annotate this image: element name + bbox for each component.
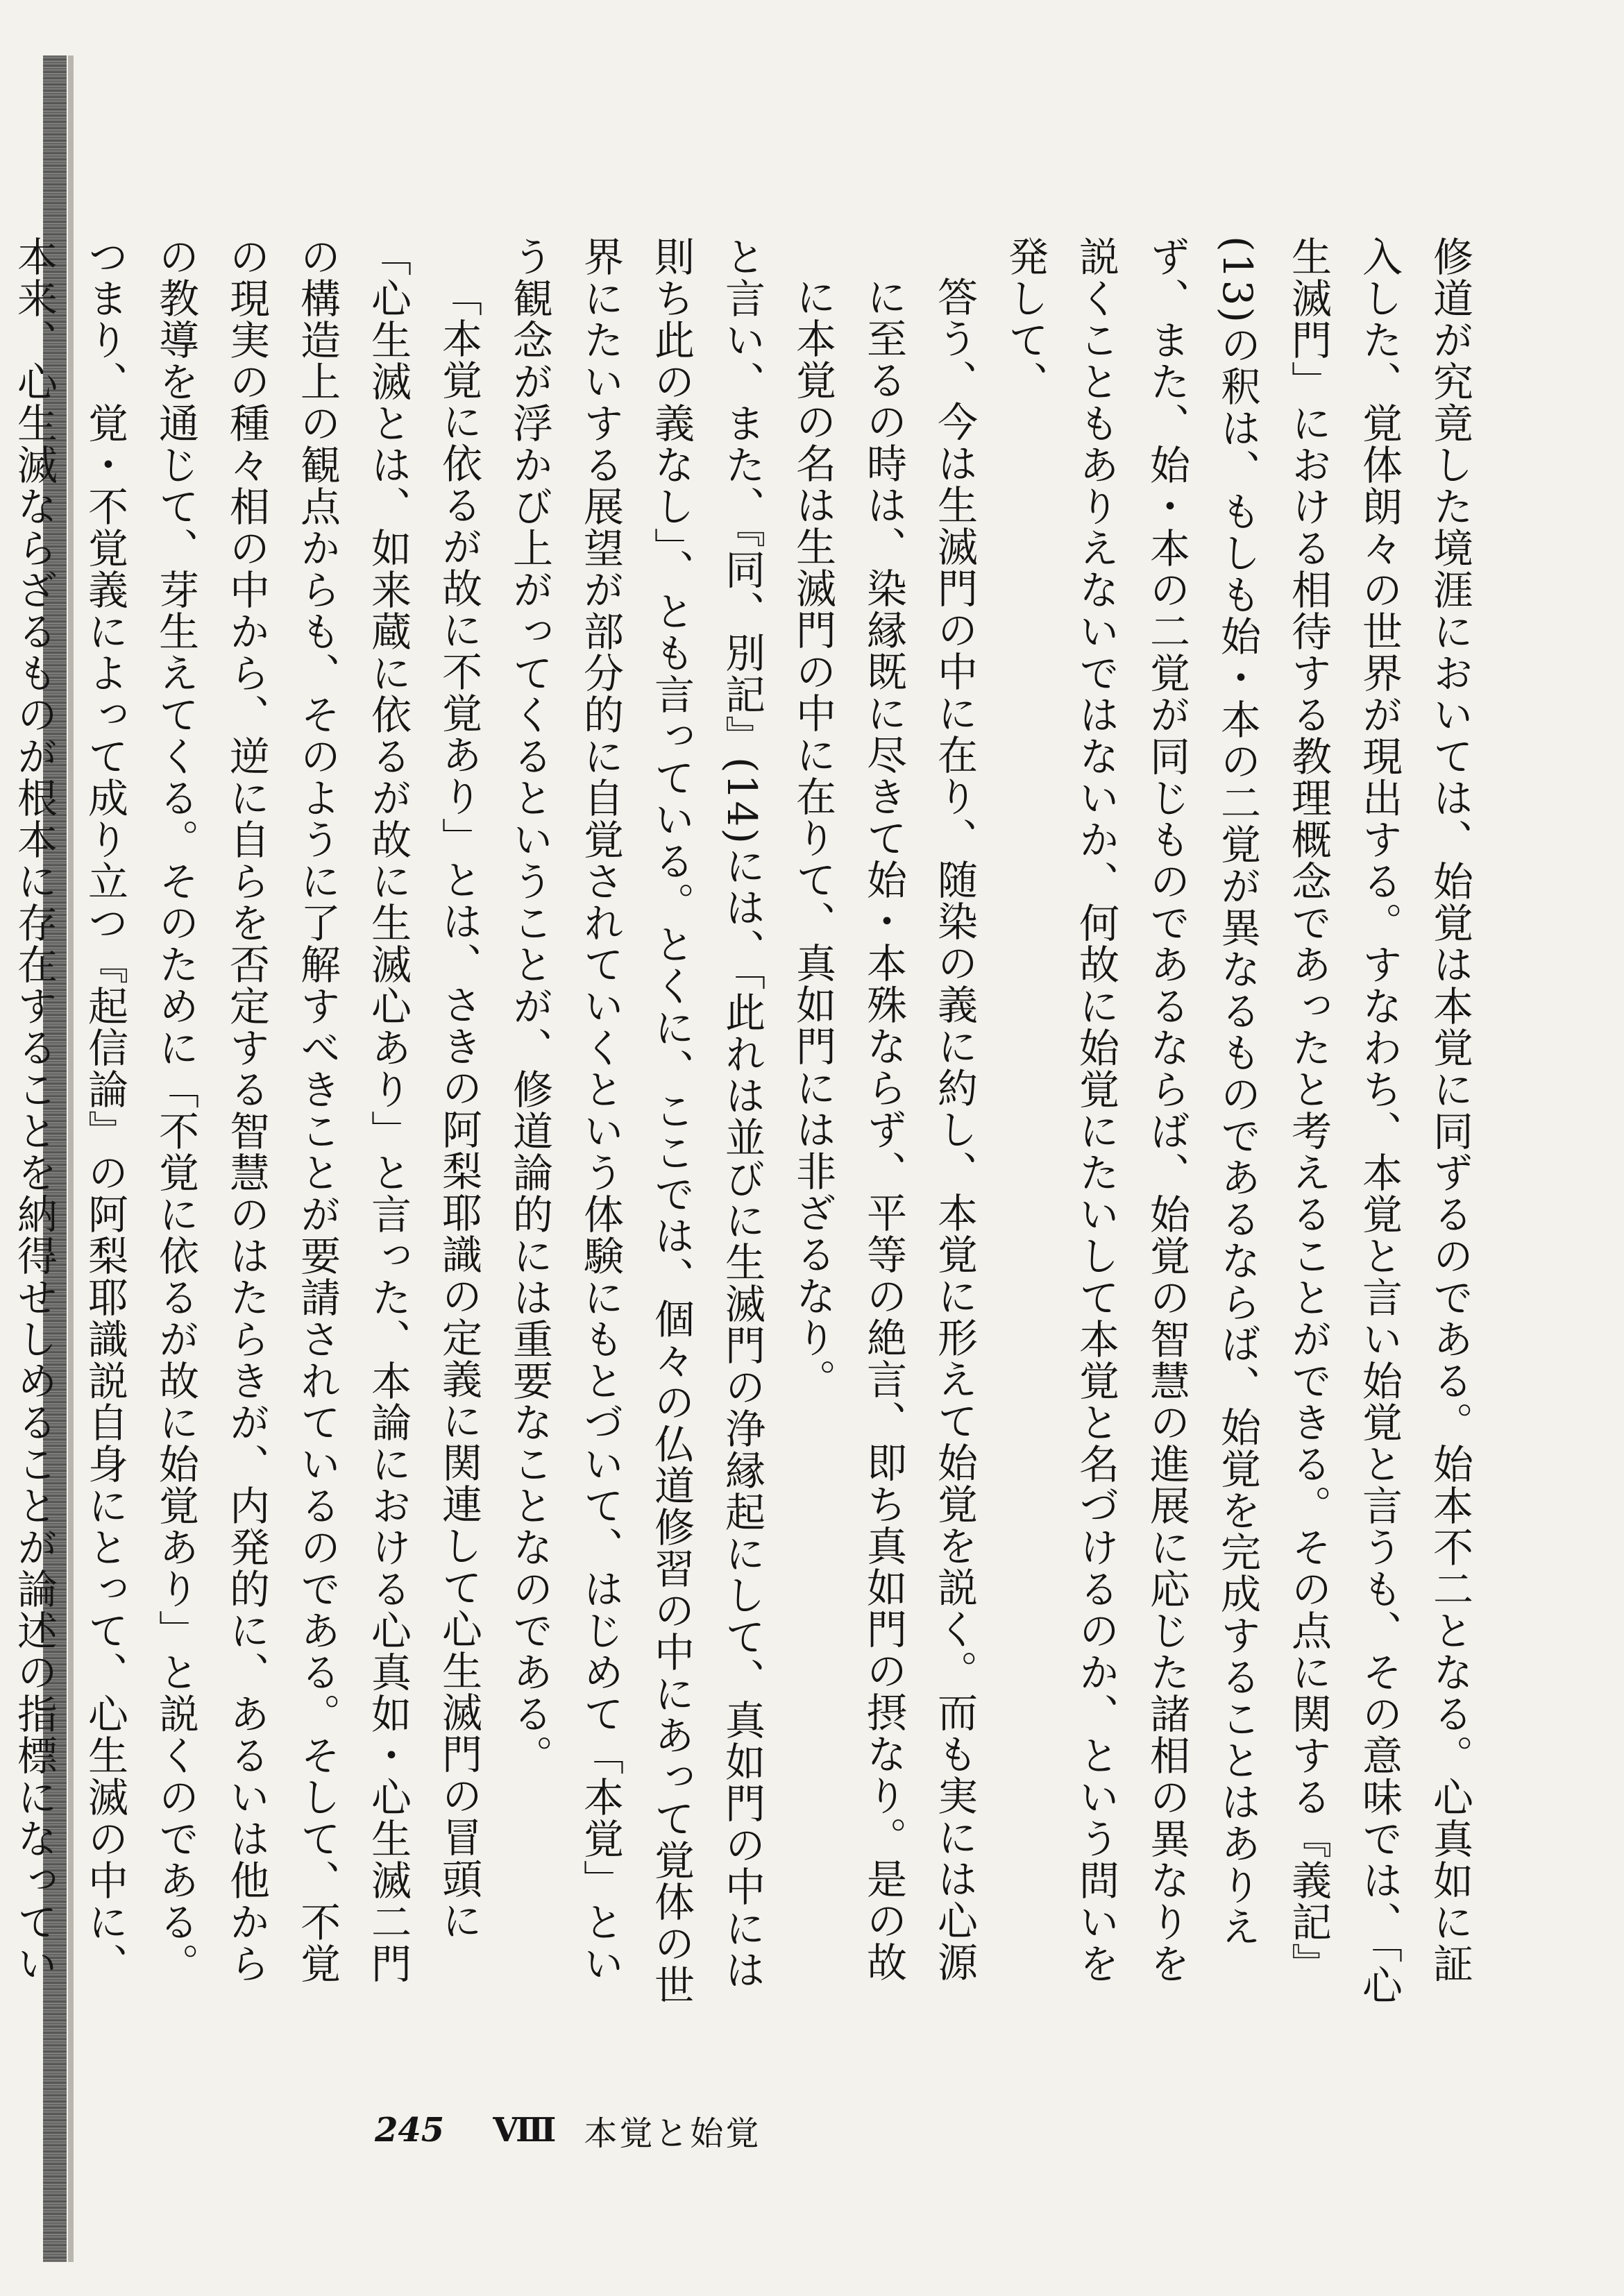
paragraph: 「本覚に依るが故に不覚あり」とは、さきの阿梨耶識の定義に関連して心生滅門の冒頭に「心生滅とは、如来蔵に依るが故に生滅心あり」と言った、本論における心真如・心生滅二門の構造上の観点からも、そのように了解すべきことが要請されているのである。そして、不覚の現実の種々相の中から、逆に自らを否定する智慧のはたらきが、内発的に、あるいは他からの教導を通じて、芽生えてくる。そのために「不覚に依るが故に始覚あり」と説くのである。つまり、覚・不覚義によって成り立つ『起信論』の阿梨耶識説自身にとって、心生滅の中に、本来、心生滅ならざるものが根本に存在することを納得せしめることが論述の指標になってい [10,236,482,1984]
page-number: 245 [375,2111,445,2150]
paragraph: 修道が究竟した境涯においては、始覚は本覚に同ずるのである。始本不二となる。心真如に証入した、覚体朗々の世界が現出する。すなわち、本覚と言い始覚と言うも、その意味では、「心生滅門」における相待する教理概念であったと考えることができる。その点に関する『義記』(13)の釈は、もしも始・本の二覚が異なるものであるならば、始覚を完成することはありえず、また、始・本の二覚が同じものであるならば、始覚の智慧の進展に応じた諸相の異なりを説くこともありえないではないか、何故に始覚にたいして本覚と名づけるのか、という問いを発して、 [1001,236,1473,2006]
chapter-number: Ⅷ [493,2111,557,2150]
paragraph: と言い、また、『同、別記』(14)には、「此れは並びに生滅門の浄縁起にして、真如門の中には則ち此の義なし」、とも言っている。とくに、ここでは、個々の仏道修習の中にあって覚体の世界にたいする展望が部分的に自覚されていくという体験にもとづいて、はじめて「本覚」という観念が浮かび上がってくるということが、修道論的には重要なことなのである。 [506,236,766,2006]
block-quote: 答う、今は生滅門の中に在り、随染の義に約し、本覚に形えて始覚を説く。而も実には心源に至るの時は、染縁既に尽きて始・本殊ならず、平等の絶言、即ち真如門の摂なり。是の故に本覚の名は生滅門の中に在りて、真如門には非ざるなり。 [789,276,978,1983]
page-body [10,236,1485,2012]
chapter-title: 本覚と始覚 [584,2114,761,2153]
page-footer [375,2109,761,2151]
